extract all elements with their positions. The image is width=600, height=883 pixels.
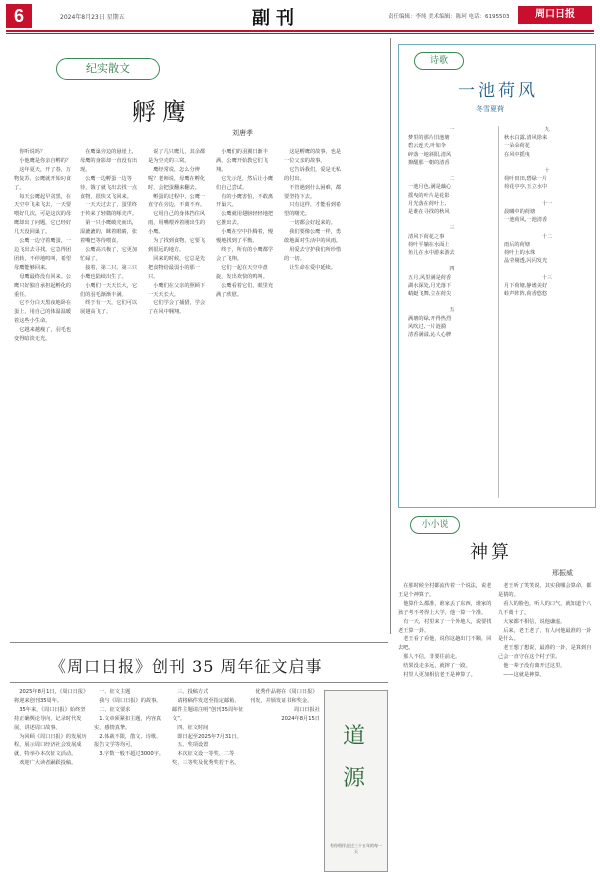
essay-column-1: 你听说吗？ 小他鹰是你亲自孵的？ 这年夏天，开了春，万物复苏，公鹰就开始叼食了。 每天公鹰起早贪黑，在天空中飞来飞去，一天要喂好几次。可是这次的母鹰却出了问题，它已经好几天没回巢了。 公鹰一边守着鹰蛋，一边飞出去寻找。它急得团团转，不停地鸣叫，希望母鹰能够回来。 母鹰最终没有回来。公鹰只好独自承担起孵化的重任。 它不分白天黑夜地卧在蛋上，用自己的体温温暖着这些小生命。 它越来越瘦了，羽毛也变得暗淡无光。	[14, 149, 72, 343]
essay-column-label: 纪实散文	[56, 58, 160, 80]
seal-character-1: 道	[343, 724, 366, 749]
header-divider	[6, 30, 594, 32]
notice-column-4: 优秀作品将在《周口日报》刊发，并颁发证书和奖金。 周口日报社 2024年8月15日	[250, 689, 320, 722]
column-divider	[390, 38, 391, 634]
story-author: 邢振威	[552, 569, 573, 577]
poem-right-column: 九 秋水白露,清风徐来 一朵朵荷花 在风中摇曳 十 荷叶田田,碧绿一片 荷花亭亭,玉立水中 十一 晨曦中的荷塘 一池荷风,一池清香 十二 雨后的荷塘 荷叶上的水珠 晶莹剔透,闪闪发光 十三 月下荷塘,静谧美好 蛙声阵阵,荷香悠悠	[504, 127, 553, 298]
poem-left-column: 一 梦里的那片旧池塘 碧云连天,叶如伞 碎落一地斜阳,清风 撩醒那一朝的清香 二 一池月色,满是藕心 摇曳的叶片是花影 月光落在荷叶上, 是谁在寻找的秋风 三 清风下荷花之事 荷叶平躺在水面上 鱼儿在水中游来游去 四 五月,风里满是荷香 湖水深处,月光落下 蜻蜓飞舞,立在荷尖 五 满塘的绿,开得热烈 风吹过,一片涟漪 清香满溢,沁人心脾	[408, 127, 455, 339]
essay-title: 孵鹰	[132, 98, 192, 126]
essay-column-4: 小鹰们的羽翼日渐丰满，公鹰开始教它们飞翔。 它先示范，然后让小鹰们自己尝试。 有的小鹰害怕，不敢离开巢穴。 公鹰就用翅膀轻轻地把它推出去。 小鹰在空中扑腾着，慢慢地找到了平衡。 终于，所有的小鹰都学会了飞翔。 它们一起在天空中盘旋，发出欢快的鸣叫。 公鹰看着它们，眼里充满了欣慰。	[216, 149, 274, 298]
poem-column-divider	[498, 126, 499, 498]
poem-title: 一池荷风	[458, 81, 538, 101]
notice-top-rule	[10, 642, 388, 643]
anniversary-seal	[324, 690, 388, 872]
section-title: 副刊	[252, 8, 300, 29]
essay-column-3: 说了几只鹰儿，其余都是为空壳的三窝。 鹰经常说，怎么分辨呢？老师说，母鹰在孵化时，会把蛋翻来翻去。 孵蛋的过程中，公鹰一直守在旁边，不离不弃。 它用自己的身体挡住风雨，用嘴喂养着刚出生的小鹰。 为了找到食物，它要飞到很远的地方。 回来的时候，它总是先把食物给最弱小的那一只。 小鹰们在父亲的照顾下一天天长大。 它们学会了捕猎，学会了在风中翱翔。	[148, 149, 206, 316]
story-column-1: 在那时候全村都流传着一个说法，说老王是个神算子。 他算什么都准，谁家丢了东西，谁家的孩子考不考得上大学，他一算一个准。 有一天，村里来了一个外地人，说要找老王算一卦。 老王看了看他，说你这趟出门不顺，回去吧。 那人不信，非要往前走。 结果没走多远，就摔了一跤。 村里人更加相信老王是神算了。	[398, 583, 492, 679]
editor-credits: 责任编辑：李纯 美术编辑：陈珂 电话：6195503	[388, 14, 510, 20]
notice-column-2: 一、征文主题 我与《周口日报》的故事。 二、征文要求 1.文章须紧扣主题，内容真实，感情真挚。 2.体裁不限，散文、诗歌、报告文学等均可。 3.字数一般不超过3000字。	[94, 689, 165, 758]
newspaper-logo: 周口日报	[518, 6, 592, 24]
issue-date: 2024年8月23日 星期五	[60, 14, 125, 21]
page-number: 6	[6, 4, 32, 28]
seal-character-2: 源	[343, 766, 366, 791]
essay-column-5: 这是孵鹰的故事，也是一位父亲的故事。 它告诉我们，爱是无私的付出。 不管遇到什么困难，都要坚持下去。 只有这样，才能看到希望的曙光。 一切都会好起来的。 我们要像公鹰一样，勇敢地面对生活中的风雨。 用爱去守护我们所珍惜的一切。 让生命在爱中延续。	[284, 149, 342, 271]
story-column-label: 小小说	[410, 516, 460, 534]
story-title: 神算	[470, 542, 512, 563]
notice-title-rule	[10, 682, 388, 683]
notice-column-1: 2025年8月1日，《周口日报》将迎来创刊35周年。 35年来，《周口日报》始终坚持正确舆论导向，记录时代发展，讲述周口故事。 为回顾《周口日报》的发展历程，展示周口经济社会发展成就，特举办本次征文活动。 欢迎广大读者踊跃投稿。	[14, 689, 87, 767]
seal-caption: 有你相伴走过三十五年的每一天	[330, 843, 382, 854]
essay-column-2: 在鹰巢旁边的悬崖上，母鹰的身影却一直没有出现。 公鹰一边孵蛋一边等待，饿了就飞出去找一点食物，很快又飞回来。 一天天过去了，蛋里终于传来了轻微的啄壳声。 第一只小鹰破壳而出，湿漉漉的，眯着眼睛，张着嘴巴等待喂食。 公鹰高兴极了，它更加忙碌了。 接着，第二只、第三只小鹰也陆续出生了。 小鹰们一天天长大，它们的羽毛渐渐丰满。 终于有一天，它们可以展翅高飞了。	[80, 149, 138, 316]
poem-author: 冬雪夏荷	[476, 105, 504, 113]
notice-title: 《周口日报》创刊 35 周年征文启事	[50, 657, 323, 676]
header-divider-thin	[6, 33, 594, 34]
essay-author: 刘唐孝	[232, 129, 253, 137]
poetry-column-label: 诗歌	[414, 52, 464, 70]
notice-column-3: 三、投稿方式 请将稿件发送至指定邮箱，邮件主题请注明“创刊35周年征文”。 四、征文时间 即日起至2025年7月31日。 五、奖项设置 本次征文设一等奖、二等奖、三等奖及优秀奖若干名。	[172, 689, 244, 767]
story-column-2: 老王听了笑笑说，其实我哪会算命，都是猜的。 看人的脸色，听人的口气，就知道个八九不离十了。 大家都不相信，说他谦虚。 后来，老王老了，有人问他最准的一卦是什么。 老王想了想说，最准的一卦，是算到自己会一直守在这个村子里。 他一辈子没有离开过这里。 ——这就是神算。	[498, 583, 592, 679]
